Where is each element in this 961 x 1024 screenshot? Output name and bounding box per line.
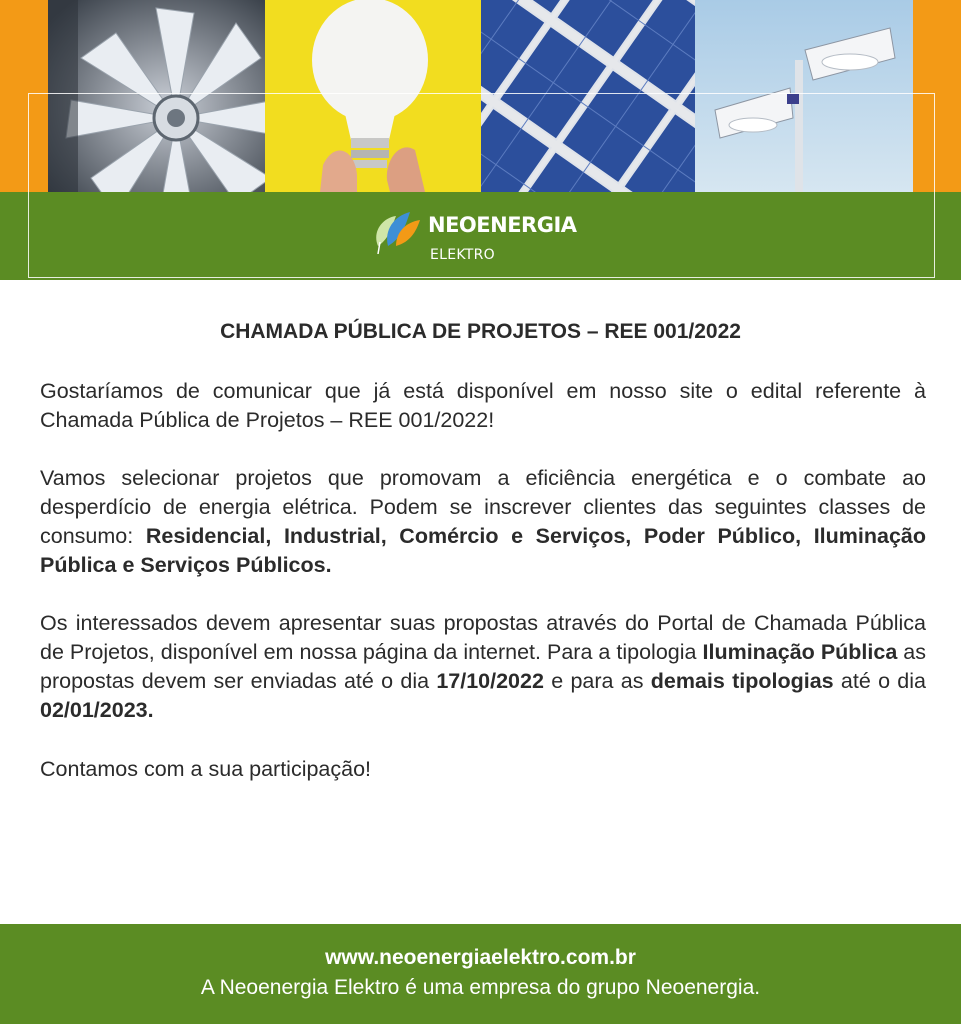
logo-subtitle: ELEKTRO <box>430 247 495 263</box>
selection-paragraph <box>40 464 926 580</box>
deadline-date-2: 02/01/2023. <box>40 698 154 722</box>
consumer-classes: Residencial, Industrial, Comércio e Serviços, Poder Público, Iluminação Pública e Serviços Públicos. <box>40 524 926 577</box>
deadline-text-3: e para as <box>543 669 651 693</box>
closing-paragraph: Contamos com a sua participação! <box>40 757 372 781</box>
footer-website-link[interactable]: www.neoenergiaelektro.com.br <box>325 946 636 969</box>
header-banner <box>0 0 961 280</box>
deadline-text-2: as propostas devem ser enviadas até o dia <box>40 640 926 693</box>
footer <box>0 924 961 1024</box>
deadline-date-1: 17/10/2022 <box>436 669 544 693</box>
selection-text: Vamos selecionar projetos que promovam a eficiência energética e o combate ao desperdício de energia elétrica. Podem se inscrever clientes das seguintes classes de consumo: <box>40 466 926 548</box>
intro-paragraph: Gostaríamos de comunicar que já está disponível em nosso site o edital referente à Chamada Pública de Projetos – REE 001/2022! <box>40 379 926 432</box>
typology-public-lighting: Iluminação Pública <box>702 640 898 664</box>
logo-name: NEOENERGIA <box>428 213 577 237</box>
page-title: CHAMADA PÚBLICA DE PROJETOS – REE 001/2022 <box>220 320 741 343</box>
neoenergia-logo <box>372 204 602 268</box>
footer-tagline: A Neoenergia Elektro é uma empresa do grupo Neoenergia. <box>200 976 761 999</box>
deadline-text-1: Os interessados devem apresentar suas propostas através do Portal de Chamada Pública de Projetos, disponível em nossa página da internet. Para a tipologia <box>40 611 926 664</box>
leaf-logo-icon <box>372 206 424 254</box>
deadline-paragraph <box>40 609 926 725</box>
deadline-text-4: até o dia <box>833 669 926 693</box>
typology-others: demais tipologias <box>650 669 834 693</box>
